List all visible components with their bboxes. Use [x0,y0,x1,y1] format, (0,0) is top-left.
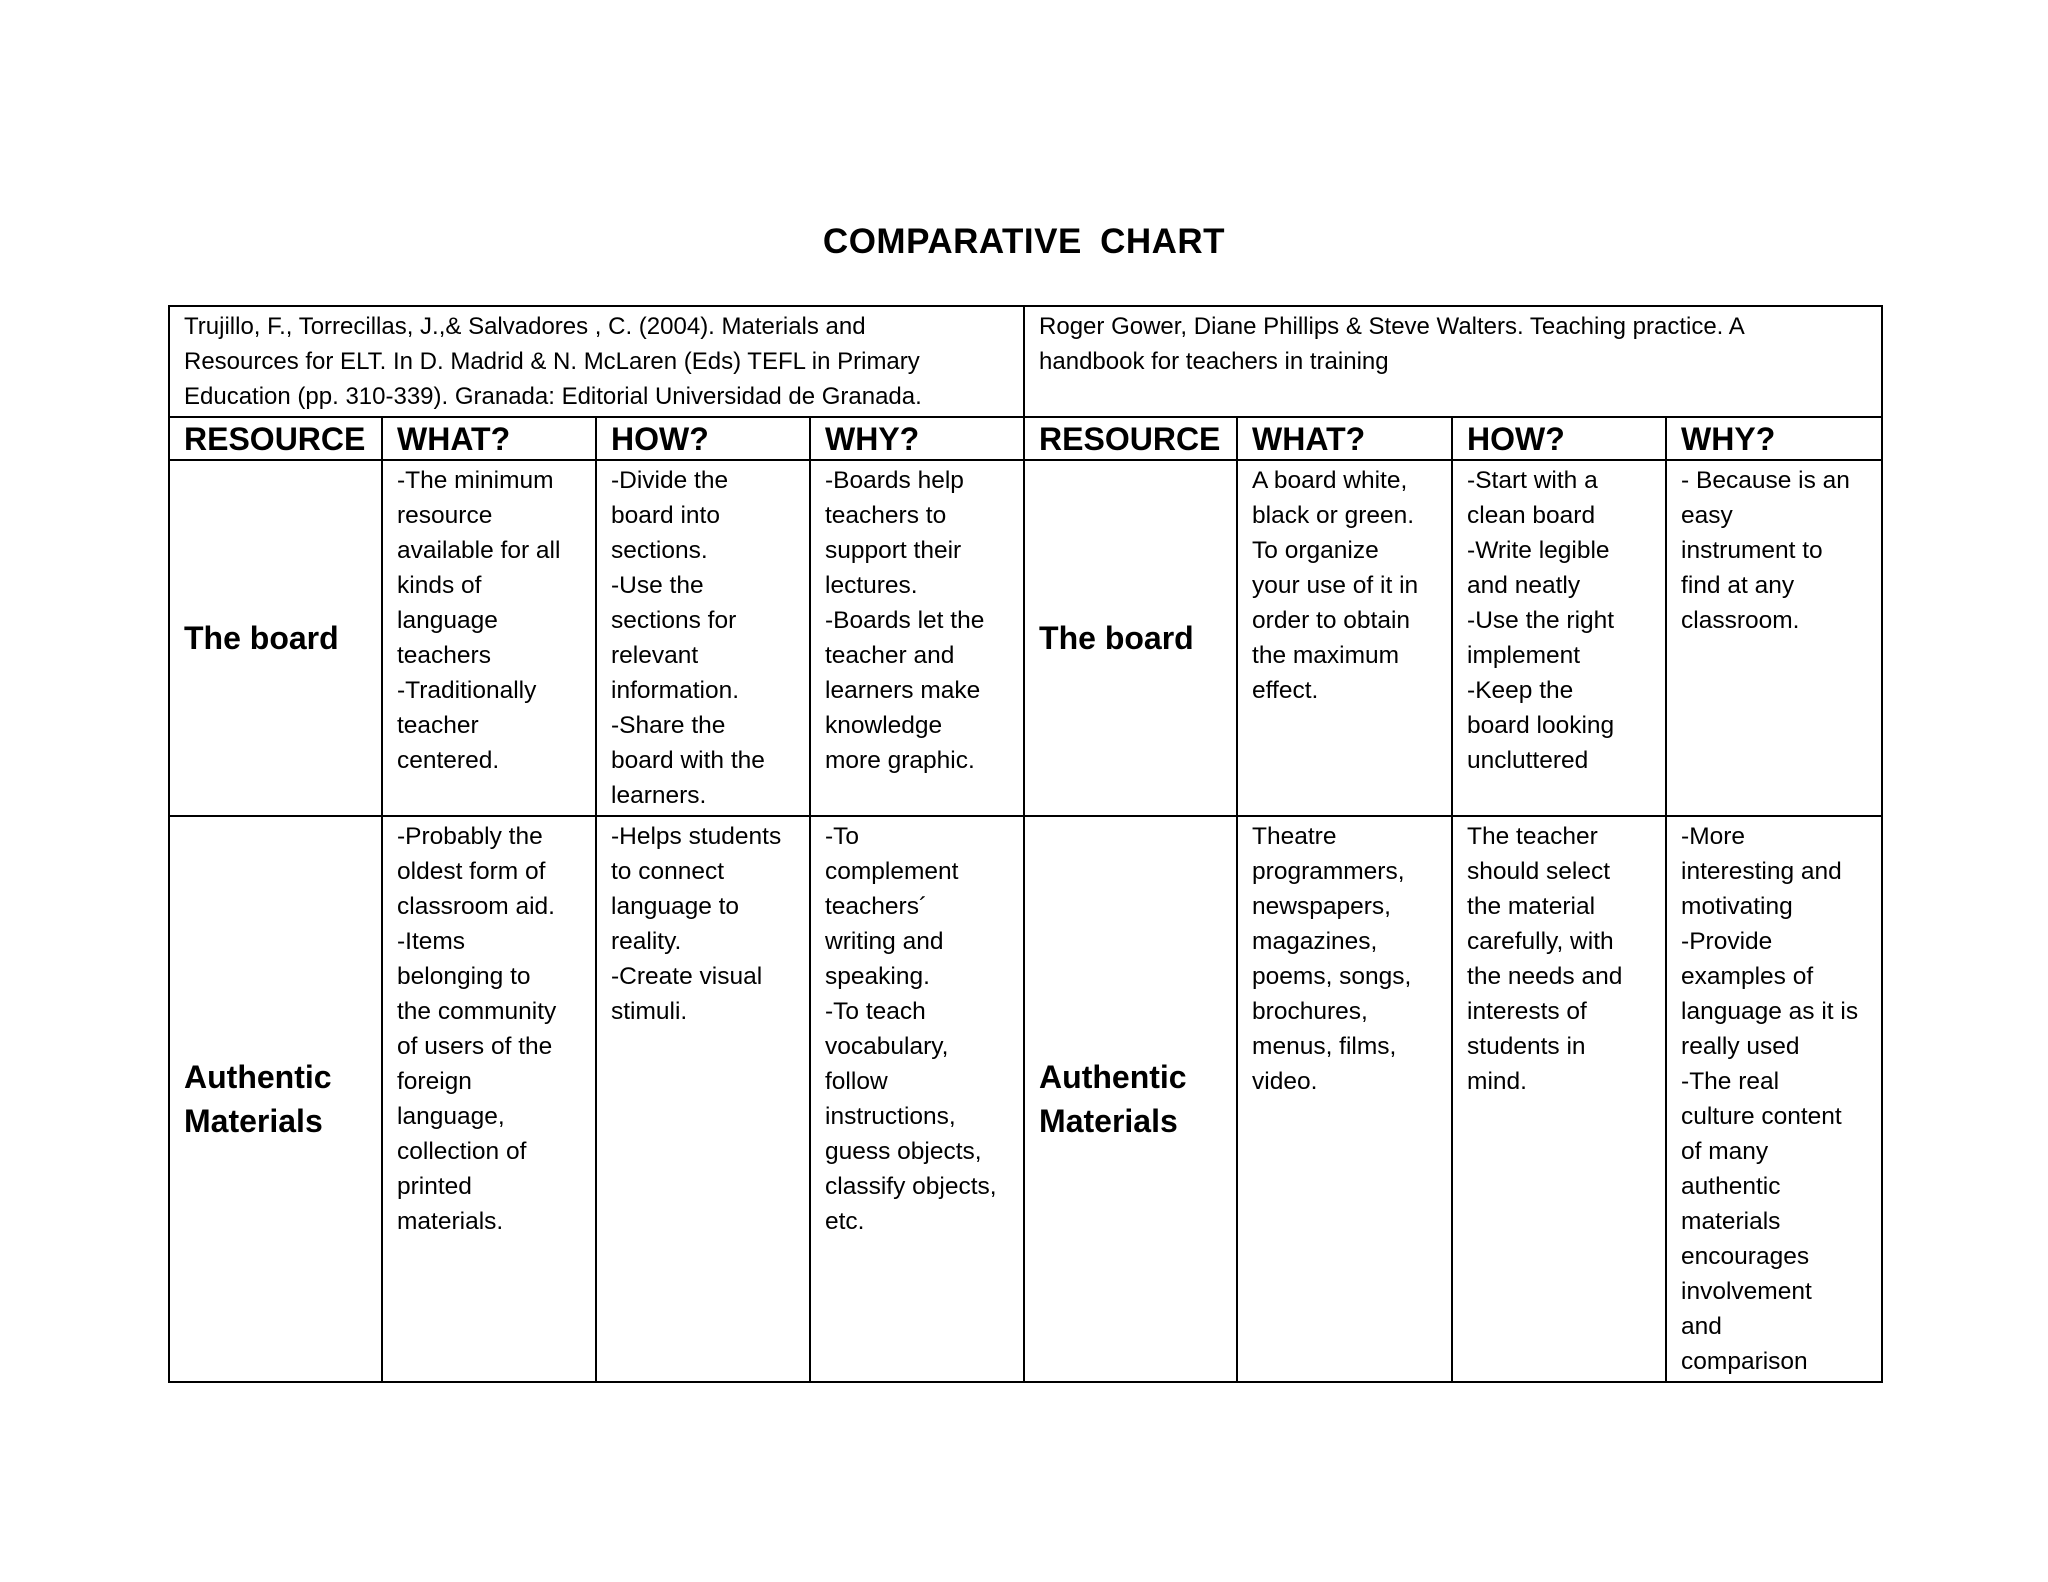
cell-text-line: materials [1681,1208,1781,1235]
cell-text-line: relevant [611,642,699,669]
why-cell-right [1666,816,1882,1382]
cell-text-line: speaking. [825,963,930,990]
page-title: COMPARATIVE CHART [822,222,1226,261]
cell-text-line: the needs and [1467,963,1623,990]
cell-text-line: authentic [1681,1173,1781,1200]
why-cell-left [810,460,1024,816]
header-resource-left: RESOURCE [169,417,382,460]
cell-text-line: board with the [611,747,765,774]
cell-text-line: knowledge [825,712,943,739]
header-what-left: WHAT? [382,417,596,460]
cell-text-line: guess objects, [825,1138,982,1165]
cell-text-line: the material [1467,893,1596,920]
cell-text-line: -Write legible [1467,537,1610,564]
header-how-left: HOW? [596,417,810,460]
cell-text-line: effect. [1252,677,1319,704]
cell-text-line: teachers [397,642,491,669]
cell-text-line: and neatly [1467,572,1581,599]
cell-text-line: printed [397,1173,472,1200]
cell-text-line: classroom aid. [397,893,555,920]
cell-text-line: lectures. [825,572,918,599]
citation-row [169,306,1882,417]
cell-text-line: kinds of [397,572,482,599]
why-cell-left [810,816,1024,1382]
cell-text-line: teachers to [825,502,947,529]
how-cell-left [596,816,810,1382]
cell-text-line: learners make [825,677,981,704]
cell-text-line: Theatre [1252,823,1337,850]
cell-text-line: Authentic [184,1059,332,1095]
cell-text-line: centered. [397,747,500,774]
cell-text-line: reality. [611,928,682,955]
cell-text-line: Trujillo, F., Torrecillas, J.,& Salvadores , C. (2004). Materials and [184,313,866,340]
cell-text-line: available for all [397,537,561,564]
cell-text-line: support their [825,537,962,564]
cell-text-line: Roger Gower, Diane Phillips & Steve Walters. Teaching practice. A [1039,313,1745,340]
how-cell-right [1452,460,1666,816]
what-cell-left [382,460,596,816]
cell-text-line: -Traditionally [397,677,537,704]
what-cell-left [382,816,596,1382]
cell-text-line: -More [1681,823,1746,850]
cell-text-line: sections for [611,607,737,634]
cell-text-line: -Boards let the [825,607,985,634]
cell-text-line: follow [825,1068,888,1095]
cell-text-line: writing and [825,928,944,955]
cell-text-line: Resources for ELT. In D. Madrid & N. McLaren (Eds) TEFL in Primary [184,348,920,375]
cell-text-line: -Share the [611,712,726,739]
cell-text-line: uncluttered [1467,747,1589,774]
citation-right [1024,306,1882,417]
cell-text-line: -Keep the [1467,677,1574,704]
what-cell-right [1237,816,1452,1382]
cell-text-line: brochures, [1252,998,1368,1025]
cell-text-line: poems, songs, [1252,963,1412,990]
cell-text-line: - Because is an [1681,467,1850,494]
cell-text-line: and [1681,1313,1722,1340]
cell-text-line: find at any [1681,572,1795,599]
cell-text-line: -To teach [825,998,926,1025]
cell-text-line: handbook for teachers in training [1039,348,1389,375]
cell-text-line: etc. [825,1208,865,1235]
cell-text-line: language [397,607,498,634]
header-resource-right: RESOURCE [1024,417,1237,460]
cell-text-line: -Provide [1681,928,1773,955]
cell-text-line: -The minimum [397,467,554,494]
header-row [169,417,1882,460]
cell-text-line: programmers, [1252,858,1405,885]
header-why-left: WHY? [810,417,1024,460]
cell-text-line: -Divide the [611,467,729,494]
cell-text-line: of many [1681,1138,1769,1165]
cell-text-line: students in [1467,1033,1586,1060]
cell-text-line: to connect [611,858,725,885]
cell-text-line: carefully, with [1467,928,1614,955]
cell-text-line: board looking [1467,712,1615,739]
cell-text-line: materials. [397,1208,504,1235]
resource-cell-left [169,816,382,1382]
cell-text-line: stimuli. [611,998,688,1025]
cell-text-line: A board white, [1252,467,1408,494]
cell-text-line: sections. [611,537,708,564]
cell-text-line: foreign [397,1068,472,1095]
cell-text-line: -Start with a [1467,467,1598,494]
cell-text-line: black or green. [1252,502,1415,529]
cell-text-line: Education (pp. 310-339). Granada: Editorial Universidad de Granada. [184,383,922,410]
cell-text-line: interests of [1467,998,1587,1025]
cell-text-line: comparison [1681,1348,1808,1375]
table-row-authentic-materials [169,816,1882,1382]
cell-text-line: Materials [184,1103,323,1139]
why-cell-right [1666,460,1882,816]
cell-text-line: board into [611,502,720,529]
cell-text-line: language to [611,893,740,920]
cell-text-line: clean board [1467,502,1596,529]
cell-text-line: interesting and [1681,858,1842,885]
cell-text-line: culture content [1681,1103,1842,1130]
cell-text-line: The teacher [1467,823,1598,850]
cell-text-line: -The real [1681,1068,1780,1095]
cell-text-line: language, [397,1103,505,1130]
cell-text-line: classify objects, [825,1173,997,1200]
cell-text-line: classroom. [1681,607,1800,634]
cell-text-line: the community [397,998,557,1025]
cell-text-line: the maximum [1252,642,1400,669]
header-how-right: HOW? [1452,417,1666,460]
header-what-right: WHAT? [1237,417,1452,460]
cell-text-line: oldest form of [397,858,546,885]
cell-text-line: teachers´ [825,893,928,920]
cell-text-line: Authentic [1039,1059,1187,1095]
resource-cell-right [1024,816,1237,1382]
cell-text-line: easy [1681,502,1733,529]
table-row-board [169,460,1882,816]
cell-text-line: your use of it in [1252,572,1419,599]
cell-text-line: belonging to [397,963,531,990]
cell-text-line: collection of [397,1138,527,1165]
cell-text-line: involvement [1681,1278,1812,1305]
cell-text-line: Materials [1039,1103,1178,1139]
cell-text-line: motivating [1681,893,1793,920]
cell-text-line: magazines, [1252,928,1378,955]
how-cell-right [1452,816,1666,1382]
cell-text-line: instructions, [825,1103,956,1130]
cell-text-line: -To [825,823,860,850]
cell-text-line: -Items [397,928,466,955]
header-why-right: WHY? [1666,417,1882,460]
cell-text-line: To organize [1252,537,1379,564]
cell-text-line: of users of the [397,1033,553,1060]
cell-text-line: teacher [397,712,479,739]
resource-cell-right [1024,460,1237,816]
cell-text-line: information. [611,677,740,704]
cell-text-line: teacher and [825,642,955,669]
cell-text-line: instrument to [1681,537,1823,564]
cell-text-line: encourages [1681,1243,1810,1270]
cell-text-line: The board [1039,620,1194,656]
cell-text-line: -Probably the [397,823,543,850]
cell-text-line: more graphic. [825,747,975,774]
cell-text-line: newspapers, [1252,893,1391,920]
cell-text-line: -Create visual [611,963,763,990]
cell-text-line: language as it is [1681,998,1859,1025]
cell-text-line: order to obtain [1252,607,1411,634]
resource-cell-left [169,460,382,816]
what-cell-right [1237,460,1452,816]
citation-left [169,306,1024,417]
cell-text-line: resource [397,502,493,529]
cell-text-line: complement [825,858,959,885]
cell-text-line: menus, films, [1252,1033,1397,1060]
comparative-table [168,305,1883,1383]
cell-text-line: implement [1467,642,1581,669]
cell-text-line: should select [1467,858,1611,885]
cell-text-line: learners. [611,782,707,809]
cell-text-line: video. [1252,1068,1318,1095]
cell-text-line: vocabulary, [825,1033,949,1060]
cell-text-line: -Helps students [611,823,782,850]
how-cell-left [596,460,810,816]
cell-text-line: -Boards help [825,467,964,494]
cell-text-line: The board [184,620,339,656]
cell-text-line: examples of [1681,963,1814,990]
cell-text-line: really used [1681,1033,1800,1060]
cell-text-line: -Use the right [1467,607,1615,634]
cell-text-line: -Use the [611,572,704,599]
cell-text-line: mind. [1467,1068,1527,1095]
